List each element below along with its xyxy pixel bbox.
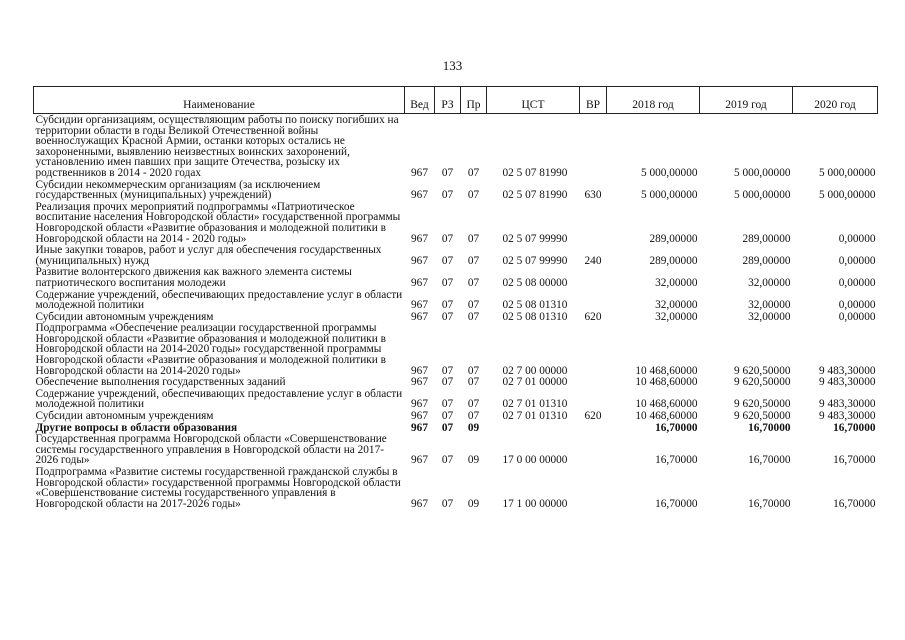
cell-cst: 02 7 01 01310 <box>502 398 568 411</box>
table-row <box>34 433 878 466</box>
cell-2018: 10 468,60000 <box>635 410 698 423</box>
cell-vr <box>580 376 607 388</box>
cell-cst: 02 5 08 01310 <box>502 310 568 323</box>
cell-vr <box>580 114 607 179</box>
budget-table <box>33 86 878 509</box>
cell-cst: 02 5 08 00000 <box>502 276 568 289</box>
cell-cst: 02 5 07 99990 <box>502 254 568 267</box>
cell-2019: 16,70000 <box>748 454 791 467</box>
cell-pr: 07 <box>467 254 480 267</box>
cell-pr: 09 <box>467 421 480 434</box>
cell-2018: 10 468,60000 <box>635 398 698 411</box>
cell-vr <box>580 466 607 509</box>
cell-rz: 07 <box>441 166 454 179</box>
cell-2019: 289,00000 <box>742 232 791 245</box>
page-number: 133 <box>442 58 463 73</box>
header-name: Наименование <box>34 87 405 114</box>
cell-2019: 16,70000 <box>748 497 791 510</box>
cell-cst: 02 7 00 00000 <box>502 364 568 377</box>
table-body <box>34 114 878 510</box>
cell-ved: 967 <box>411 410 428 423</box>
table-row <box>34 311 878 323</box>
cell-vr <box>580 289 607 311</box>
header-vr: ВР <box>580 87 607 114</box>
cell-ved: 967 <box>411 421 428 434</box>
header-2020: 2020 год <box>793 87 878 114</box>
cell-2018: 32,00000 <box>655 310 698 323</box>
cell-2020: 16,70000 <box>833 421 876 434</box>
cell-cst: 02 5 07 81990 <box>502 189 568 202</box>
cell-ved: 967 <box>411 398 428 411</box>
cell-cst: 02 5 07 99990 <box>502 232 568 245</box>
table-row <box>34 422 878 434</box>
cell-2018: 16,70000 <box>655 454 698 467</box>
cell-ved: 967 <box>411 189 428 202</box>
cell-cst: 17 1 00 00000 <box>502 497 568 510</box>
cell-2019: 32,00000 <box>748 276 791 289</box>
cell-name: Субсидии автономным учреждениям <box>35 410 214 423</box>
cell-2020: 0,00000 <box>838 276 876 289</box>
cell-pr: 07 <box>467 310 480 323</box>
cell-pr: 07 <box>467 299 480 312</box>
cell-cst: 02 7 01 01310 <box>502 410 568 423</box>
cell-2018: 32,00000 <box>655 299 698 312</box>
cell-name: Обеспечение выполнения государственных заданий <box>35 376 286 389</box>
table-header-row <box>34 87 878 114</box>
cell-2020: 5 000,00000 <box>819 166 876 179</box>
cell-rz: 07 <box>441 421 454 434</box>
cell-vr: 620 <box>584 410 602 423</box>
cell-name: Подпрограмма «Обеспечение реализации государственной программы Новгородской области «Развитие образования и молодежной политики в Новгородской области на 2014-2020 годы» государственной программы Новгородской области «Развитие образования и молодежной политики в Новгородской области на 2014-2020 годы» <box>35 322 386 377</box>
cell-2020: 0,00000 <box>838 310 876 323</box>
cell-vr: 630 <box>584 189 602 202</box>
cell-pr: 07 <box>467 189 480 202</box>
table-row <box>34 179 878 201</box>
cell-cst: 02 7 01 00000 <box>502 376 568 389</box>
cell-name: Субсидии некоммерческим организациям (за исключением государственных (муниципальных) учреждений) <box>35 178 321 202</box>
cell-rz: 07 <box>441 299 454 312</box>
cell-rz: 07 <box>441 364 454 377</box>
cell-2020: 16,70000 <box>833 497 876 510</box>
cell-2019: 9 620,50000 <box>734 376 791 389</box>
table-row <box>34 266 878 288</box>
cell-rz: 07 <box>441 410 454 423</box>
cell-2020: 16,70000 <box>833 454 876 467</box>
cell-name: Реализация прочих мероприятий подпрограммы «Патриотическое воспитание населения Новгородской области» государственной программы Новгородской области «Развитие образования и молодежной политики в Новгородской области на 2014 - 2020 годы» <box>35 200 401 245</box>
cell-name: Подпрограмма «Развитие системы государственной гражданской службы в Новгородской области» государственной программы Новгородской области «Совершенствование системы государственного управления в Новгородской области на 2017-2026 годы» <box>35 466 401 510</box>
cell-ved: 967 <box>411 376 428 389</box>
cell-pr: 07 <box>467 398 480 411</box>
cell-cst: 02 5 07 81990 <box>502 166 568 179</box>
cell-2018: 289,00000 <box>649 232 698 245</box>
cell-ved: 967 <box>411 310 428 323</box>
cell-vr <box>580 433 607 466</box>
header-cst: ЦСТ <box>487 87 580 114</box>
cell-pr: 07 <box>467 376 480 389</box>
cell-2020: 9 483,30000 <box>819 398 876 411</box>
table-row <box>34 466 878 509</box>
cell-2018: 5 000,00000 <box>641 189 698 202</box>
cell-cst: 02 5 08 01310 <box>502 299 568 312</box>
cell-ved: 967 <box>411 166 428 179</box>
cell-pr: 07 <box>467 364 480 377</box>
cell-rz: 07 <box>441 254 454 267</box>
cell-ved: 967 <box>411 364 428 377</box>
cell-rz: 07 <box>441 189 454 202</box>
cell-2020: 9 483,30000 <box>819 364 876 377</box>
cell-pr: 09 <box>467 454 480 467</box>
cell-2020: 9 483,30000 <box>819 376 876 389</box>
table-row <box>34 388 878 410</box>
cell-vr <box>580 266 607 288</box>
cell-vr: 240 <box>584 254 602 267</box>
cell-name: Другие вопросы в области образования <box>35 421 238 434</box>
cell-rz: 07 <box>441 310 454 323</box>
cell-name: Развитие волонтерского движения как важного элемента системы патриотического воспитания молодежи <box>35 266 352 289</box>
cell-rz: 07 <box>441 376 454 389</box>
table-row <box>34 322 878 376</box>
cell-rz: 07 <box>441 398 454 411</box>
table-row <box>34 376 878 388</box>
cell-pr: 07 <box>467 232 480 245</box>
table-row <box>34 201 878 244</box>
header-ved: Вед <box>405 87 435 114</box>
header-pr: Пр <box>461 87 487 114</box>
header-rz: РЗ <box>435 87 461 114</box>
cell-vr <box>580 201 607 244</box>
cell-pr: 07 <box>467 276 480 289</box>
cell-name: Субсидии организациям, осуществляющим работы по поиску погибших на территории области в годы Великой Отечественной войны военнослужащих Красной Армии, останки которых остались не захороненными, выявлению неизвестных воинских захоронений, установлению имен павших при защите Отечества, розыску их родственников в 2014 - 2020 годах <box>35 114 399 179</box>
cell-rz: 07 <box>441 276 454 289</box>
table-row <box>34 410 878 422</box>
table-row <box>34 289 878 311</box>
cell-2020: 0,00000 <box>838 232 876 245</box>
cell-2018: 10 468,60000 <box>635 376 698 389</box>
cell-2020: 0,00000 <box>838 254 876 267</box>
cell-2018: 5 000,00000 <box>641 166 698 179</box>
cell-2020: 0,00000 <box>838 299 876 312</box>
cell-2018: 289,00000 <box>649 254 698 267</box>
cell-2019: 9 620,50000 <box>734 398 791 411</box>
cell-2019: 32,00000 <box>748 299 791 312</box>
table-row <box>34 114 878 179</box>
cell-name: Иные закупки товаров, работ и услуг для обеспечения государственных (муниципальных) нужд <box>35 244 382 267</box>
cell-2020: 9 483,30000 <box>819 410 876 423</box>
cell-name: Субсидии автономным учреждениям <box>35 310 214 323</box>
table-row <box>34 244 878 266</box>
cell-vr <box>580 388 607 410</box>
cell-2019: 16,70000 <box>748 421 791 434</box>
cell-vr <box>580 322 607 376</box>
cell-pr: 07 <box>467 166 480 179</box>
cell-2019: 5 000,00000 <box>734 166 791 179</box>
cell-2019: 289,00000 <box>742 254 791 267</box>
cell-ved: 967 <box>411 454 428 467</box>
cell-ved: 967 <box>411 276 428 289</box>
cell-2019: 32,00000 <box>748 310 791 323</box>
cell-2018: 16,70000 <box>655 421 698 434</box>
cell-2018: 10 468,60000 <box>635 364 698 377</box>
cell-rz: 07 <box>441 454 454 467</box>
header-2019: 2019 год <box>700 87 793 114</box>
cell-cst <box>487 422 580 434</box>
cell-name: Содержание учреждений, обеспечивающих предоставление услуг в области молодежной политики <box>35 288 403 312</box>
cell-2018: 16,70000 <box>655 497 698 510</box>
cell-rz: 07 <box>441 497 454 510</box>
cell-2019: 9 620,50000 <box>734 410 791 423</box>
cell-2019: 9 620,50000 <box>734 364 791 377</box>
cell-2019: 5 000,00000 <box>734 189 791 202</box>
cell-pr: 09 <box>467 497 480 510</box>
cell-rz: 07 <box>441 232 454 245</box>
cell-ved: 967 <box>411 497 428 510</box>
cell-ved: 967 <box>411 299 428 312</box>
cell-2018: 32,00000 <box>655 276 698 289</box>
cell-cst: 17 0 00 00000 <box>502 454 568 467</box>
cell-pr: 07 <box>467 410 480 423</box>
cell-vr <box>580 422 607 434</box>
header-2018: 2018 год <box>607 87 700 114</box>
cell-2020: 5 000,00000 <box>819 189 876 202</box>
cell-name: Содержание учреждений, обеспечивающих предоставление услуг в области молодежной политики <box>35 387 403 411</box>
cell-name: Государственная программа Новгородской области «Совершенствование системы государственного управления в Новгородской области на 2017-2026 годы» <box>35 433 387 467</box>
cell-ved: 967 <box>411 254 428 267</box>
cell-ved: 967 <box>411 232 428 245</box>
cell-vr: 620 <box>584 310 602 323</box>
